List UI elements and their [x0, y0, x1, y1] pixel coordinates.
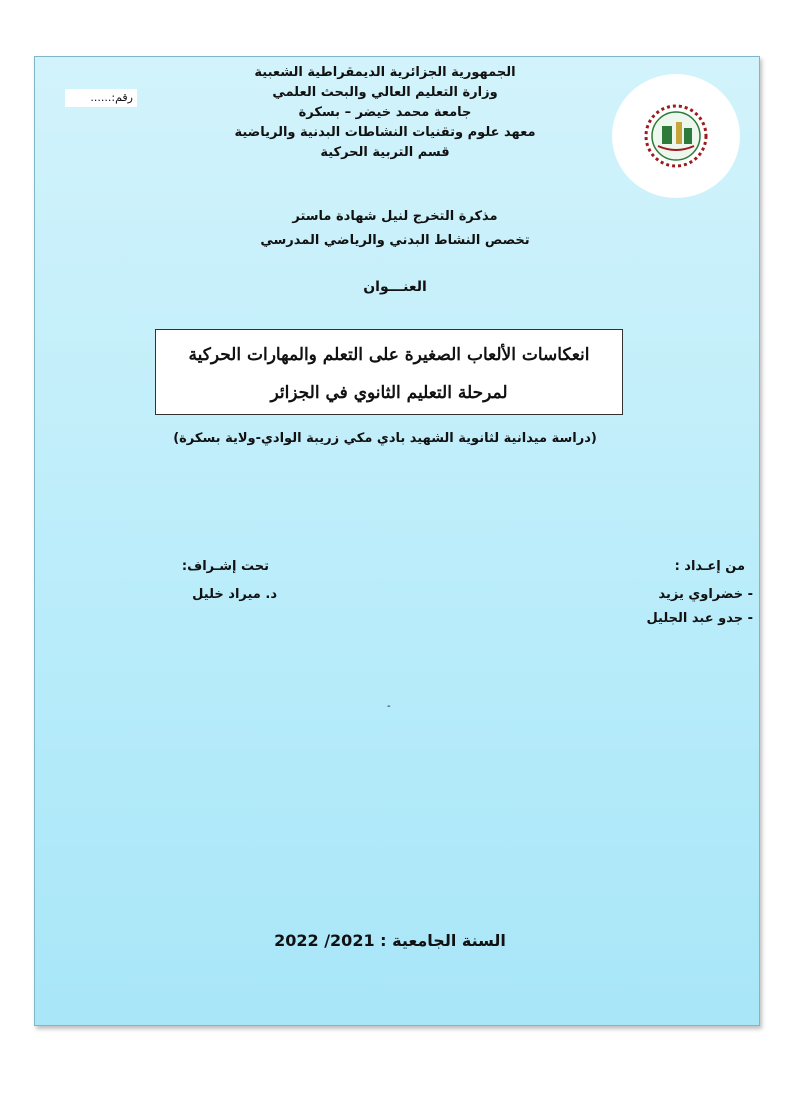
institution-header — [205, 63, 565, 163]
study-note: (دراسة ميدانية لثانوية الشهيد بادي مكي زريبة الوادي-ولاية بسكرة) — [173, 431, 597, 446]
header-department: قسم التربية الحركية — [320, 145, 450, 160]
cover-page — [34, 56, 760, 1026]
supervision-label: تحت إشـراف: — [181, 559, 269, 574]
header-university: جامعة محمد خيضر – بسكرة — [298, 105, 472, 120]
university-emblem-icon — [612, 74, 740, 198]
thesis-title-line1: انعكاسات الألعاب الصغيرة على التعلم والمهارات الحركية — [188, 345, 590, 365]
memo-info — [195, 205, 595, 253]
header-institute: معهد علوم وتقنيات النشاطات البدنية والرياضية — [234, 125, 536, 140]
student-name: - جدو عبد الجليل — [646, 611, 753, 626]
academic-year: السنة الجامعية : 2021/ 2022 — [274, 931, 506, 950]
student-name: - خضراوي يزيد — [658, 587, 753, 602]
reference-number: رقم:...... — [90, 91, 133, 104]
students-list — [595, 583, 753, 631]
prepared-by-label: من إعـداد : — [674, 559, 745, 574]
supervisor-name: د. ميراد خليل — [192, 587, 277, 602]
reference-number-box — [65, 89, 137, 107]
memo-degree: مذكرة التخرج لنيل شهادة ماستر — [292, 209, 498, 224]
header-republic: الجمهورية الجزائرية الديمقراطية الشعبية — [254, 65, 516, 80]
stray-dash: - — [387, 701, 391, 712]
title-label: العنـــوان — [363, 279, 427, 295]
thesis-title-box — [155, 329, 623, 415]
memo-specialty: تخصص النشاط البدني والرياضي المدرسي — [260, 233, 530, 248]
header-ministry: وزارة التعليم العالي والبحث العلمي — [272, 85, 498, 100]
thesis-title-line2: لمرحلة التعليم الثانوي في الجزائر — [270, 383, 508, 403]
university-logo — [612, 74, 740, 198]
